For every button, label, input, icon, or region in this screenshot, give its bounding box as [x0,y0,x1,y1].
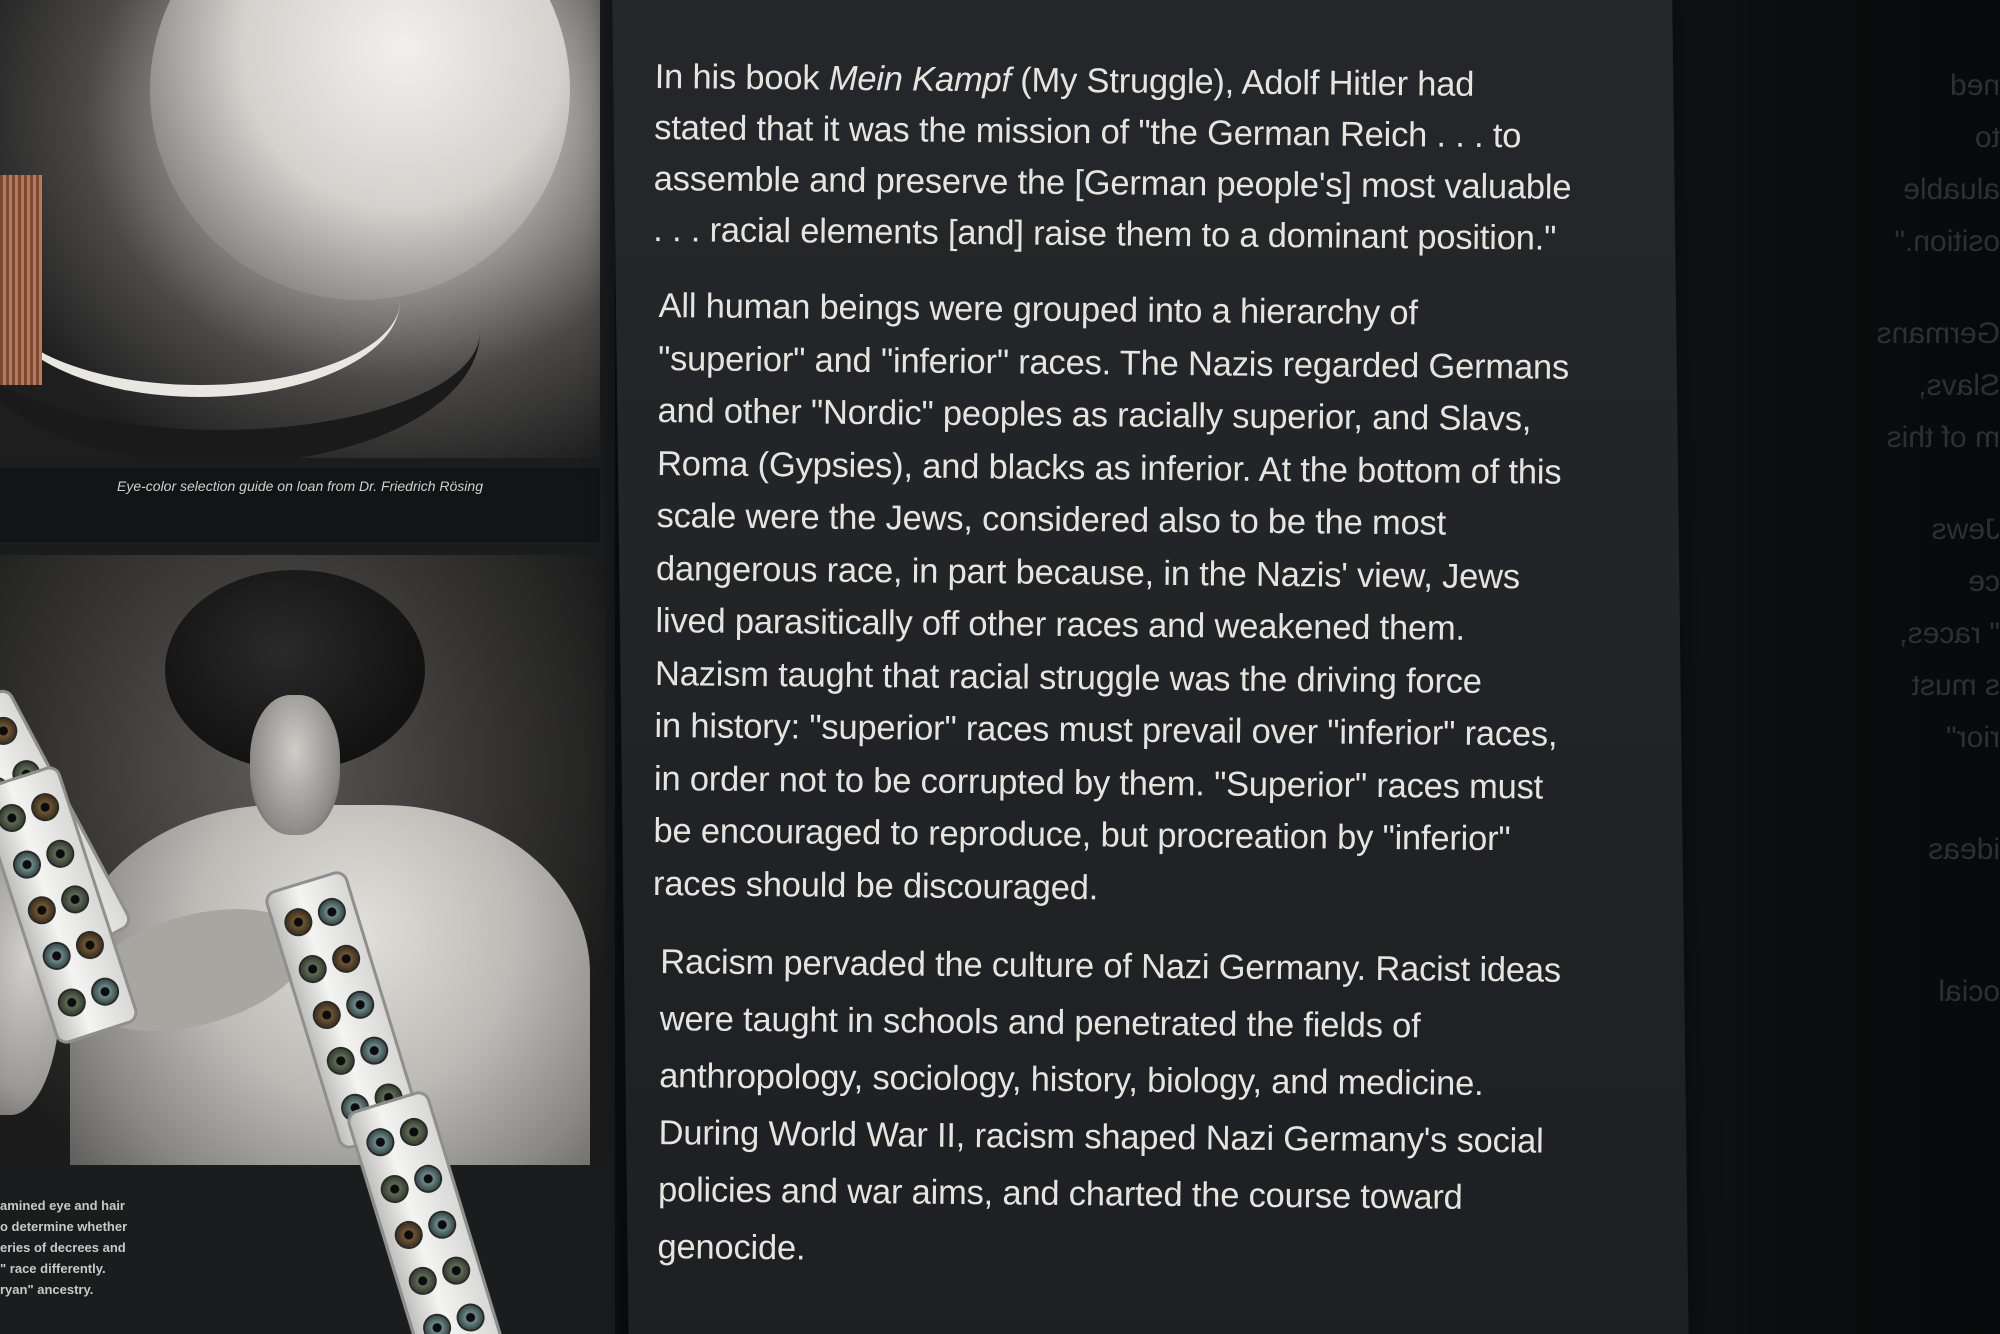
reflection-line: s must [1911,669,2000,702]
caption-eye-color-guide: Eye-color selection guide on loan from Dr. Friedrich Rösing [117,478,483,494]
reflected-text [1830,60,2000,1018]
glass-eye-icon [328,941,363,976]
text-line: races should be discouraged. [652,864,1099,907]
reflection-line: rior" [1946,721,2000,754]
text-line: anthropology, sociology, history, biology, and medicine. [658,1057,1484,1103]
reflection-line: Slavs, [1918,369,2000,402]
text-line: were taught in schools and penetrated the fields of [659,1000,1421,1046]
exhibit-text [643,52,1615,1309]
glass-eye-icon [295,951,330,986]
paragraph-racial-hierarchy [653,280,1613,919]
reflection-line: m of this [1886,421,2000,454]
text-fragment: (My Struggle), Adolf Hitler had [1010,61,1475,104]
text-line: Nazism taught that racial struggle was the driving force [654,654,1482,701]
glass-eye-icon [410,1161,445,1196]
caption-bottom-line: " race differently. [0,1261,106,1276]
glass-eye-icon [419,1310,454,1334]
text-line: and other "Nordic" peoples as racially superior, and Slavs, [657,392,1532,439]
reflection-line: Germans [1876,317,2000,350]
sweater-white-trim [0,205,400,397]
glass-eye-icon [323,1044,358,1079]
text-line: scale were the Jews, considered also to be the most [656,497,1447,543]
hair-sample-tassel [0,175,42,385]
book-title: Mein Kampf [828,59,1012,100]
text-line: policies and war aims, and charted the course toward [657,1171,1463,1217]
reflection-line: " races, [1899,617,2000,650]
glass-eye-icon [72,928,107,963]
glass-eye-icon [27,790,62,825]
reflection-line: ce [1968,565,2000,598]
caption-bottom-line: amined eye and hair [0,1198,125,1213]
reflection-line: ocial [1938,975,2000,1008]
text-line [655,52,1615,112]
glass-eye-icon [377,1171,412,1206]
reflection-line: Jews [1931,513,2000,546]
glass-eye-icon [314,895,349,930]
glass-eye-icon [396,1115,431,1150]
paragraph-mein-kampf [653,52,1615,265]
text-line: be encouraged to reproduce, but procreation by "inferior" [653,812,1511,859]
glass-eye-icon [42,836,77,871]
text-line: dangerous race, in part because, in the Nazis' view, Jews [655,549,1521,596]
text-line: in order not to be corrupted by them. "Superior" races must [653,759,1544,807]
glass-eye-icon [0,801,29,836]
glass-eye-icon [24,893,59,928]
reflection-line: ideas [1928,833,2000,866]
text-line: assemble and preserve the [German people's] most valuable [653,159,1572,207]
reflection-line: osition." [1894,225,2000,258]
left-photo-wall [0,0,615,1334]
caption-bottom-line: eries of decrees and [0,1240,126,1255]
text-line: stated that it was the mission of "the German Reich . . . to [654,108,1522,156]
text-line: All human beings were grouped into a hierarchy of [658,287,1418,333]
text-line: During World War II, racism shaped Nazi Germany's social [658,1114,1544,1161]
glass-eye-icon [453,1300,488,1334]
glass-eye-icon [356,1034,391,1069]
glass-eye-icon [391,1218,426,1253]
glass-eye-icon [362,1125,397,1160]
text-line: genocide. [657,1228,806,1268]
portrait-photo-top [0,0,600,458]
reflection-line: ned [1949,69,2000,102]
caption-bottom [0,1195,210,1300]
glass-eye-icon [405,1264,440,1299]
glass-eye-icon [87,974,122,1009]
text-line: lived parasitically off other races and weakened them. [655,602,1466,648]
glass-eye-icon [0,712,22,750]
text-line: Racism pervaded the culture of Nazi Germany. Racist ideas [660,943,1562,990]
text-fragment: In his book [654,57,829,98]
text-line: Roma (Gypsies), and blacks as inferior. At the bottom of this [656,444,1562,492]
text-line: in history: "superior" races must prevail over "inferior" races, [654,707,1558,754]
glass-eye-icon [39,939,74,974]
glass-eye-icon [342,987,377,1022]
text-line: "superior" and "inferior" races. The Nazis regarded Germans [657,339,1570,387]
glass-eye-icon [9,847,44,882]
reflection-line: to [1974,121,2000,154]
examiner-face [250,695,340,835]
reflection-line: aluable [1903,173,2000,206]
glass-eye-icon [57,882,92,917]
caption-bottom-line: o determine whether [0,1219,128,1234]
caption-bottom-line: ryan" ancestry. [0,1282,94,1297]
glass-eye-icon [280,905,315,940]
glass-eye-icon [54,985,89,1020]
glass-eye-icon [424,1207,459,1242]
glass-eye-icon [309,998,344,1033]
paragraph-racism-culture [657,934,1606,1285]
text-line: . . . racial elements [and] raise them to a dominant position." [653,210,1557,258]
glass-eye-icon [438,1254,473,1289]
